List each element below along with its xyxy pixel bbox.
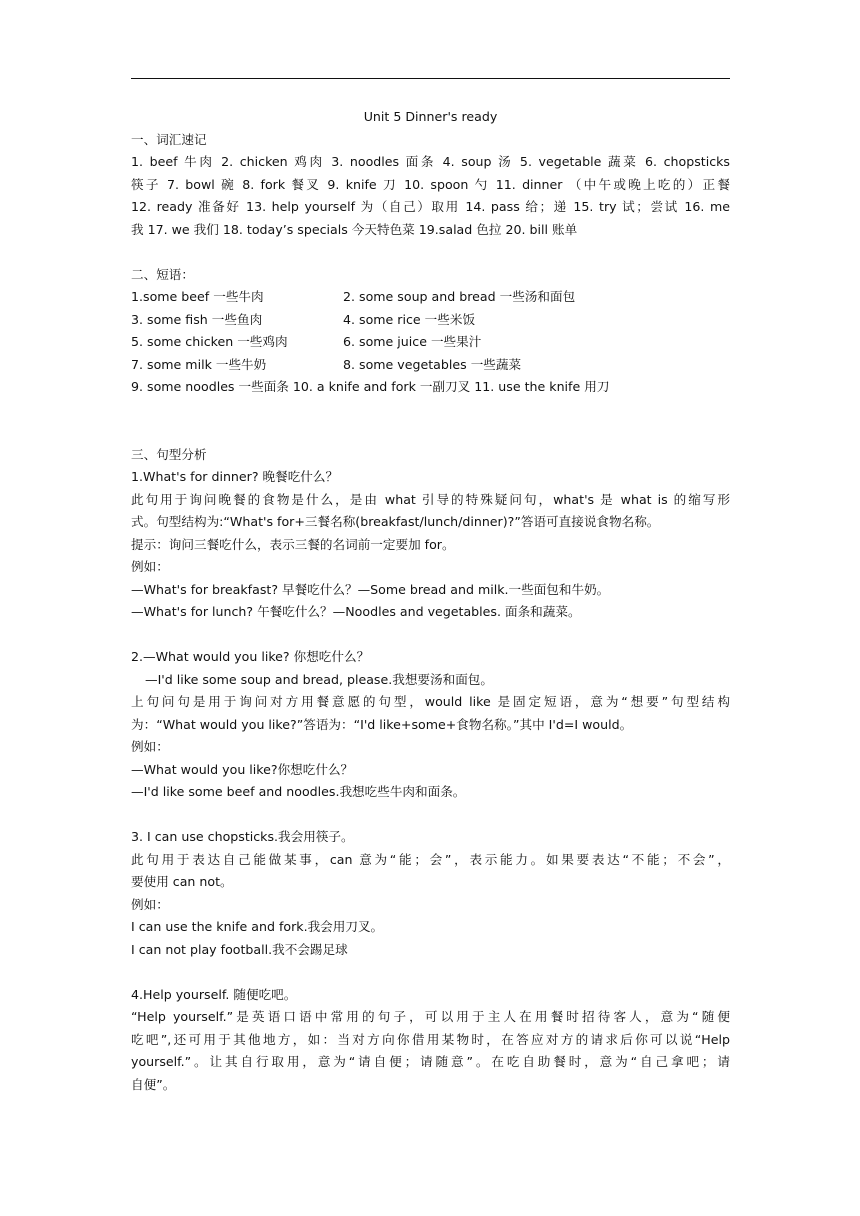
vocab-line: 1. beef 牛肉 2. chicken 鸡肉 3. noodles 面条 4. soup 汤 5. vegetable 蔬菜 6. chopsticks (131, 154, 730, 169)
example-line: —What would you like?你想吃什么？ (131, 761, 354, 777)
vocab-line: 12. ready 准备好 13. help yourself 为（自己）取用 14. pass 给；递 15. try 试；尝试 16. me (131, 199, 730, 214)
example-line: I can not play football.我不会踢足球 (131, 941, 348, 957)
phrase-item: 5. some chicken 一些鸡肉 (131, 334, 288, 349)
pattern-text: 此句用于表达自己能做某事，can 意为“能；会”，表示能力。如果要表达“不能；不会”， (131, 851, 730, 867)
pattern-text: yourself.”。让其自行取用，意为“请自便；请随意”。在吃自助餐时，意为“自己拿吧；请 (131, 1054, 730, 1069)
pattern-text: 式。句型结构为:“What's for+三餐名称(breakfast/lunch/dinner)?”答语可直接说食物名称。 (131, 514, 660, 529)
pattern-text: 为：“What would you like?”答语为：“I'd like+some+食物名称。”其中 I'd=I would。 (131, 716, 633, 732)
phrase-item: 3. some fish 一些鱼肉 (131, 311, 263, 327)
phrase-row (131, 354, 730, 377)
example-line: —What's for lunch? 午餐吃什么？—Noodles and vegetables. 面条和蔬菜。 (131, 604, 581, 619)
phrases-heading: 二、短语： (131, 266, 194, 282)
phrase-item: 7. some milk 一些牛奶 (131, 356, 267, 372)
pattern-tip: 提示：询问三餐吃什么，表示三餐的名词前一定要加 for。 (131, 536, 455, 552)
header-rule (131, 78, 730, 79)
phrase-item: 6. some juice 一些果汁 (343, 334, 482, 349)
pattern-answer: —I'd like some soup and bread, please.我想要汤和面包。 (145, 671, 493, 687)
phrase-item: 4. some rice 一些米饭 (343, 311, 476, 327)
document-page (131, 106, 730, 1096)
phrase-item: 8. some vegetables 一些蔬菜 (343, 356, 522, 372)
patterns-heading: 三、句型分析 (131, 446, 207, 462)
pattern-text: 自便”。 (131, 1076, 176, 1092)
pattern-title: 1.What's for dinner? 晚餐吃什么？ (131, 469, 339, 484)
example-line: —I'd like some beef and noodles.我想吃些牛肉和面条。 (131, 784, 466, 799)
phrase-item: 2. some soup and bread 一些汤和面包 (343, 289, 576, 304)
vocab-heading: 一、词汇速记 (131, 131, 207, 147)
vocab-line: 筷子 7. bowl 碗 8. fork 餐叉 9. knife 刀 10. spoon 勺 11. dinner （中午或晚上吃的）正餐 (131, 176, 730, 192)
pattern-text: “Help yourself.”是英语口语中常用的句子，可以用于主人在用餐时招待客人，意为“随便 (131, 1009, 730, 1024)
pattern-text: 上句问句是用于询问对方用餐意愿的句型，would like 是固定短语，意为“想要”句型结构 (131, 694, 730, 709)
phrase-row (131, 331, 730, 354)
phrase-row: 9. some noodles 一些面条 10. a knife and fork 一副刀叉 11. use the knife 用刀 (131, 379, 610, 394)
document-title: Unit 5 Dinner's ready (363, 109, 498, 124)
pattern-text: 要使用 can not。 (131, 874, 233, 889)
example-line: —What's for breakfast? 早餐吃什么？—Some bread and milk.一些面包和牛奶。 (131, 581, 610, 597)
pattern-text: 吃吧”,还可用于其他地方，如：当对方向你借用某物时，在答应对方的请求后你可以说“Help (131, 1031, 730, 1047)
vocab-line: 我 17. we 我们 18. today’s specials 今天特色菜 19.salad 色拉 20. bill 账单 (131, 221, 578, 237)
phrase-item: 1.some beef 一些牛肉 (131, 289, 264, 304)
phrase-row (131, 309, 730, 332)
pattern-text: 此句用于询问晚餐的食物是什么，是由 what 引导的特殊疑问句，what's 是 what is 的缩写形 (131, 491, 730, 507)
example-line: I can use the knife and fork.我会用刀叉。 (131, 919, 384, 934)
pattern-title: 3. I can use chopsticks.我会用筷子。 (131, 829, 354, 844)
example-label: 例如： (131, 896, 169, 912)
pattern-title: 2.—What would you like? 你想吃什么？ (131, 649, 370, 664)
pattern-title: 4.Help yourself. 随便吃吧。 (131, 986, 297, 1002)
example-label: 例如： (131, 739, 169, 754)
example-label: 例如： (131, 559, 169, 574)
phrase-row (131, 286, 730, 309)
